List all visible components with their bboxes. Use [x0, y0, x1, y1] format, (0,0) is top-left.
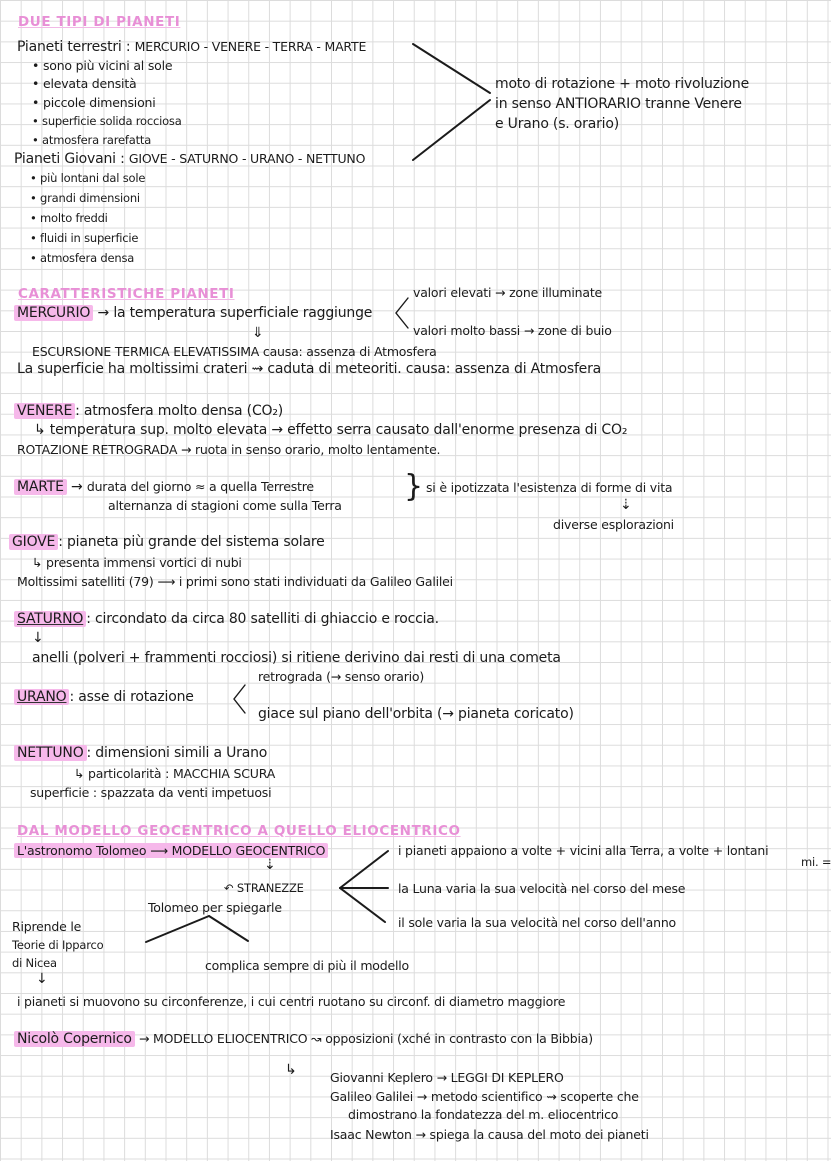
ipparco-line-3: di Nicea — [12, 956, 57, 970]
giant-point: • atmosfera densa — [30, 251, 135, 265]
oddity-moon: la Luna varia la sua velocità nel corso del mese — [398, 881, 686, 896]
oddity-sun: il sole varia la sua velocità nel corso dell'anno — [398, 915, 676, 930]
mercurio-low: valori molto bassi → zone di buio — [413, 323, 612, 338]
down-arrow-icon: ↓ — [32, 630, 44, 646]
marte-seasons: alternanza di stagioni come sulla Terra — [108, 498, 342, 513]
giant-label: Pianeti Giovani : — [14, 151, 125, 167]
mercurio-fork — [396, 298, 408, 328]
funnel-line-upper — [413, 44, 490, 93]
oddity-planets: i pianeti appaiono a volte + vicini alla Terra, a volte + lontani — [398, 843, 769, 858]
funnel-line-lower — [413, 100, 490, 160]
marte-label: MARTE — [14, 479, 67, 495]
heading-models: DAL MODELLO GEOCENTRICO A QUELLO ELIOCENTRICO — [17, 823, 461, 839]
venere-label: VENERE — [14, 403, 75, 419]
tolomeo-v-left — [146, 916, 209, 942]
venere-text: : atmosfera molto densa (CO₂) — [75, 403, 284, 419]
dotted-down-arrow-icon: ⇣ — [264, 857, 276, 873]
stranezze-label: ↶ STRANEZZE — [224, 881, 304, 895]
rotation-note-1: moto di rotazione + moto rivoluzione — [495, 76, 749, 92]
tolomeo-text: L'astronomo Tolomeo ⟶ MODELLO GEOCENTRICO — [14, 843, 328, 858]
mercurio-high: valori elevati → zone illuminate — [413, 285, 603, 300]
brace-icon: } — [404, 469, 423, 504]
terrestrial-point: • atmosfera rarefatta — [32, 133, 152, 147]
giant-list: GIOVE - SATURNO - URANO - NETTUNO — [128, 151, 366, 166]
nettuno-label: NETTUNO — [14, 745, 87, 761]
terrestrial-label: Pianeti terrestri : — [17, 39, 131, 55]
ipparco-line-2: Teorie di Ipparco — [12, 938, 104, 952]
terrestrial-point: • piccole dimensioni — [32, 95, 156, 110]
giove-vortex: ↳ presenta immensi vortici di nubi — [32, 555, 242, 570]
giant-point: • molto freddi — [30, 211, 108, 225]
terrestrial-point: • sono più vicini al sole — [32, 58, 173, 73]
mercurio-text: la temperatura superficiale raggiunge — [113, 305, 373, 321]
newton-line: Isaac Newton → spiega la causa del moto dei pianeti — [330, 1127, 649, 1142]
giove-satellites: Moltissimi satelliti (79) ⟶ i primi sono stati individuati da Galileo Galilei — [17, 574, 453, 589]
tolomeo-explain: Tolomeo per spiegarle — [148, 900, 282, 915]
giant-point: • più lontani dal sole — [30, 171, 146, 185]
saturno-label: SATURNO — [14, 611, 86, 627]
copernico-label: Nicolò Copernico — [14, 1031, 135, 1047]
terrestrial-point: • superficie solida rocciosa — [32, 114, 182, 128]
galilei-line: Galileo Galilei → metodo scientifico ⇝ scoperte che — [330, 1089, 639, 1104]
heading-characteristics: CARATTERISTICHE PIANETI — [18, 286, 235, 302]
giove-text: : pianeta più grande del sistema solare — [58, 534, 325, 550]
right-arrow-icon: → — [71, 479, 83, 495]
venere-temperature: ↳ temperatura sup. molto elevata → effetto serra causato dall'enorme presenza di CO₂ — [34, 422, 628, 438]
down-arrow-icon: ↓ — [36, 971, 48, 987]
saturno-rings: anelli (polveri + frammenti rocciosi) si ritiene derivino dai resti di una cometa — [32, 650, 561, 666]
stranezze-fork-upper — [340, 851, 388, 888]
urano-retrograde: retrograda (→ senso orario) — [258, 669, 425, 684]
rotation-note-3: e Urano (s. orario) — [495, 116, 619, 132]
mercurio-excursion: ESCURSIONE TERMICA ELEVATISSIMA causa: assenza di Atmosfera — [32, 344, 437, 359]
oddity-planets-tail: mi. = — [801, 855, 831, 869]
terrestrial-point: • elevata densità — [32, 76, 137, 91]
galilei-line-2: dimostrano la fondatezza del m. eliocentrico — [348, 1107, 619, 1122]
right-arrow-icon: → — [97, 305, 110, 321]
marte-day: durata del giorno ≈ a quella Terrestre — [86, 479, 314, 494]
tolomeo-v-right — [209, 916, 248, 941]
heading-two-types: DUE TIPI DI PIANETI — [18, 14, 181, 30]
double-down-arrow-icon: ⇓ — [252, 325, 264, 341]
keplero-line: Giovanni Keplero → LEGGI DI KEPLERO — [330, 1070, 564, 1085]
complica-text: complica sempre di più il modello — [205, 958, 409, 973]
marte-life: si è ipotizzata l'esistenza di forme di vita — [426, 480, 673, 495]
circles-line: i pianeti si muovono su circonferenze, i cui centri ruotano su circonf. di diametro maggiore — [17, 994, 566, 1009]
terrestrial-list: MERCURIO - VENERE - TERRA - MARTE — [134, 39, 367, 54]
dotted-down-arrow-icon: ⇣ — [620, 497, 632, 513]
rotation-note-2: in senso ANTIORARIO tranne Venere — [495, 96, 742, 112]
mercurio-craters: La superficie ha moltissimi crateri ⇝ caduta di meteoriti. causa: assenza di Atmosfera — [17, 361, 602, 377]
urano-label: URANO — [14, 689, 69, 705]
copernico-text: → MODELLO ELIOCENTRICO ↝ opposizioni (xché in contrasto con la Bibbia) — [138, 1031, 593, 1046]
saturno-text: : circondato da circa 80 satelliti di ghiaccio e roccia. — [86, 611, 439, 627]
giant-point: • grandi dimensioni — [30, 191, 140, 205]
stranezze-fork-lower — [340, 888, 385, 922]
giove-label: GIOVE — [9, 534, 58, 550]
marte-explorations: diverse esplorazioni — [553, 517, 674, 532]
giant-point: • fluidi in superficie — [30, 231, 139, 245]
urano-text: : asse di rotazione — [69, 689, 194, 705]
venere-rotation: ROTAZIONE RETROGRADA → ruota in senso orario, molto lentamente. — [17, 442, 441, 457]
urano-plane: giace sul piano dell'orbita (→ pianeta coricato) — [258, 706, 574, 722]
nettuno-surface: superficie : spazzata da venti impetuosi — [30, 785, 272, 800]
nettuno-text: : dimensioni simili a Urano — [86, 745, 268, 761]
urano-fork — [234, 685, 245, 713]
mercurio-label: MERCURIO — [14, 305, 93, 321]
followers-arrow-icon: ↳ — [285, 1062, 297, 1078]
ipparco-line-1: Riprende le — [12, 919, 82, 934]
nettuno-feature: ↳ particolarità : MACCHIA SCURA — [74, 766, 276, 781]
